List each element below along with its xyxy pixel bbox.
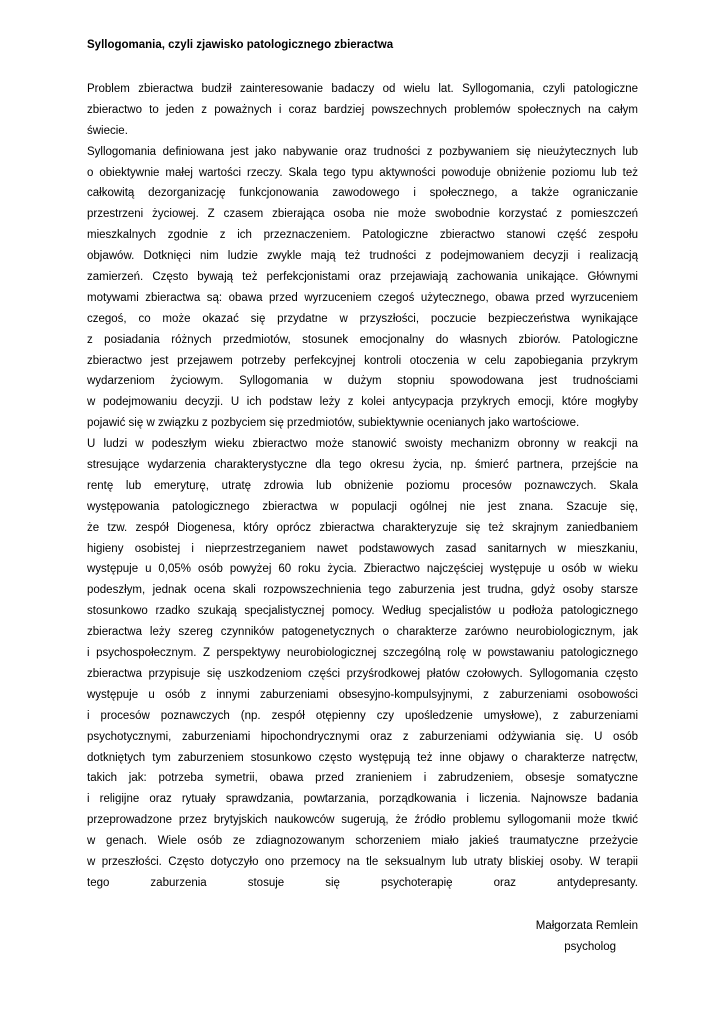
body-line: podeszłym, jednak ocena skali rozpowszechnienia tego zaburzenia jest trudna, gdyż osoby starsze xyxy=(87,584,638,597)
body-line: tego zaburzenia stosuje się psychoterapię oraz antydepresanty. xyxy=(87,876,638,889)
body-line: i religijne oraz rytuały sprawdzania, powtarzania, porządkowania i liczenia. Najnowsze badania xyxy=(87,793,638,806)
document-body xyxy=(87,79,638,894)
body-line: psychotycznymi, zaburzeniami hipochondrycznymi oraz z zaburzeniami odżywiania się. U osób xyxy=(87,730,638,743)
body-line: występuje u osób z innymi zaburzeniami obsesyjno-kompulsyjnymi, z zaburzeniami osobowości xyxy=(87,688,638,701)
body-line: zbieractwo to jeden z poważnych i coraz bardziej powszechnych problemów społecznych na całym xyxy=(87,103,638,116)
body-line: U ludzi w podeszłym wieku zbieractwo może stanowić swoisty mechanizm obronny w reakcji na xyxy=(87,438,638,451)
body-line: dotkniętych tym zaburzeniem stosunkowo często występują też inne objawy o charakterze natręctw, xyxy=(87,751,638,764)
body-line: takich jak: potrzeba symetrii, obawa przed zranieniem i zabrudzeniem, obsesje somatyczne xyxy=(87,772,638,785)
body-line: pojawić się w związku z pozbyciem się przedmiotów, subiektywnie ocenianych jako wartościowe. xyxy=(87,417,580,430)
body-line: przestrzeni życiowej. Z czasem zbierająca osoba nie może swobodnie korzystać z pomieszczeń xyxy=(87,208,638,221)
body-line: motywami zbieractwa są: obawa przed wyrzuceniem czegoś użytecznego, obawa przed wyrzuceniem xyxy=(87,291,638,304)
author-role: psycholog xyxy=(564,940,616,953)
body-line: świecie. xyxy=(87,124,128,137)
body-line: przeprowadzone przez brytyjskich naukowców sugerują, że źródło problemu syllogomanii może tkwić xyxy=(87,814,638,827)
body-line: rentę lub emeryturę, utratę zdrowia lub obniżenie poziomu procesów poznawczych. Skala xyxy=(87,479,638,492)
document-title: Syllogomania, czyli zjawisko patologicznego zbieractwa xyxy=(87,39,394,51)
body-line: że tzw. zespół Diogenesa, który oprócz zbieractwa charakteryzuje się też skrajnym zaniedbaniem xyxy=(87,521,638,534)
body-line: zbieractwa leży szereg czynników patogenetycznych o charakterze zarówno neurobiologicznym, jak xyxy=(87,626,638,639)
signature-block xyxy=(87,916,638,958)
body-line: stosunkowo rzadko szukają specjalistycznej pomocy. Według specjalistów u podłoża patologicznego xyxy=(87,605,638,618)
body-line: czegoś, co może okazać się przydatne w przyszłości, poczucie bezpieczeństwa wynikające xyxy=(87,312,638,325)
body-line: Syllogomania definiowana jest jako nabywanie oraz trudności z pozbywaniem się nieużytecznych lub xyxy=(87,145,638,158)
body-line: w podejmowaniu decyzji. U ich podstaw leży z kolei antycypacja przykrych emocji, które mogłyby xyxy=(87,396,638,409)
body-line: występuje u 0,05% osób powyżej 60 roku życia. Zbieractwo najczęściej występuje u osób w wieku xyxy=(87,563,638,576)
body-line: całkowitą dezorganizację funkcjonowania zawodowego i społecznego, a także ograniczanie xyxy=(87,187,638,200)
body-line: higieny osobistej i nieprzestrzeganiem nawet podstawowych zasad sanitarnych w mieszkaniu, xyxy=(87,542,638,555)
body-line: Problem zbieractwa budził zainteresowanie badaczy od wielu lat. Syllogomania, czyli patologiczne xyxy=(87,83,638,95)
body-line: mieszkalnych zgodnie z ich przeznaczeniem. Patologiczne zbieractwo stanowi część zespołu xyxy=(87,229,638,242)
body-line: w przeszłości. Często dotyczyło ono przemocy na tle seksualnym lub utraty bliskiej osoby. W terapii xyxy=(87,855,638,868)
body-line: z posiadania różnych przedmiotów, stosunek emocjonalny do własnych zbiorów. Patologiczne xyxy=(87,333,638,346)
body-line: w genach. Wiele osób ze zdiagnozowanym schorzeniem miało jakieś traumatyczne przeżycie xyxy=(87,835,638,848)
body-line: występowania patologicznego zbieractwa w populacji ogólnej nie jest znana. Szacuje się, xyxy=(87,500,638,513)
body-line: stresujące wydarzenia charakterystyczne dla tego okresu życia, np. śmierć partnera, przejście na xyxy=(87,459,638,472)
body-line: zbieractwo jest przejawem potrzeby perfekcyjnej kontroli otoczenia w celu zapobiegania przykrym xyxy=(87,354,638,367)
body-line: i psychospołecznym. Z perspektywy neurobiologicznej szczególną rolę w powstawaniu patologicznego xyxy=(87,647,638,660)
body-line: zamierzeń. Często bywają też perfekcjonistami oraz przejawiają zachowania unikające. Głównymi xyxy=(87,271,638,284)
body-line: objawów. Dotknięci nim ludzie zwykle mają też trudności z podejmowaniem decyzji i realizacją xyxy=(87,250,638,263)
body-line: zbieractwa przypisuje się uszkodzeniom części przyśrodkowej płatów czołowych. Syllogomania często xyxy=(87,667,638,680)
author-name: Małgorzata Remlein xyxy=(535,920,638,932)
body-line: i procesów poznawczych (np. zespół otępienny czy upośledzenie umysłowe), z zaburzeniami xyxy=(87,709,638,722)
body-line: o obiektywnie małej wartości rzeczy. Skala tego typu aktywności powoduje obniżenie poziomu lub też xyxy=(87,166,638,179)
body-line: wydarzeniom życiowym. Syllogomania w dużym stopniu spowodowana jest trudnościami xyxy=(87,375,638,388)
